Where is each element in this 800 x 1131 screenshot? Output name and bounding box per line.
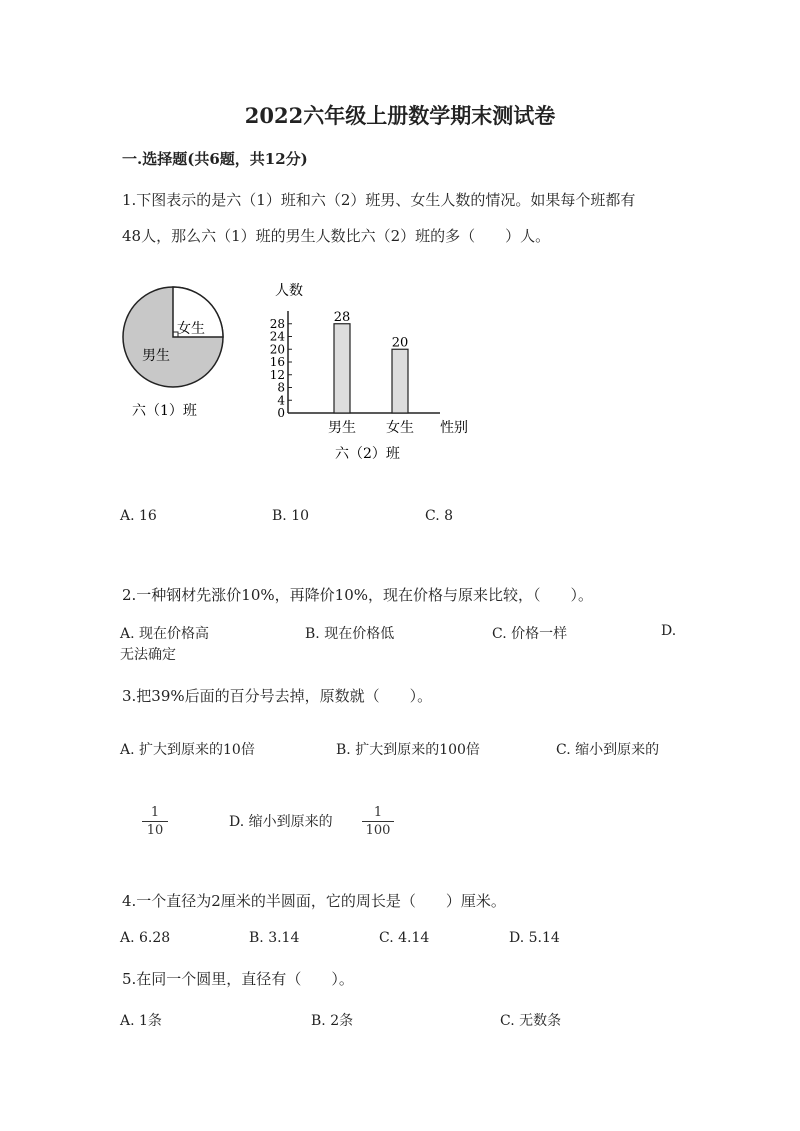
question-1-line-2: 48人，那么六（1）班的男生人数比六（2）班的多（ ）人。	[122, 227, 551, 245]
question-1-figure	[110, 275, 490, 470]
pie-label-boys: 男生	[142, 348, 170, 364]
q3-option-c[interactable]: C. 缩小到原来的	[556, 742, 660, 758]
page-title: 2022六年级上册数学期末测试卷	[244, 103, 556, 128]
question-2: 2.一种钢材先涨价10%，再降价10%，现在价格与原来比较，（ ）。	[122, 586, 593, 604]
q4-option-b[interactable]: B. 3.14	[249, 930, 300, 946]
q2-option-d-continued: 无法确定	[120, 647, 176, 663]
q4-option-a[interactable]: A. 6.28	[120, 930, 171, 946]
bar-data-label: 20	[391, 335, 409, 351]
y-tick-label: 28	[269, 316, 285, 331]
y-tick-label: 16	[269, 355, 285, 369]
x-axis-label: 性别	[440, 420, 468, 436]
q5-option-c[interactable]: C. 无数条	[500, 1013, 562, 1029]
bar	[334, 324, 350, 413]
q3-option-a[interactable]: A. 扩大到原来的10倍	[120, 742, 255, 758]
q2-option-a[interactable]: A. 现在价格高	[120, 626, 210, 642]
q1-option-c[interactable]: C. 8	[425, 508, 454, 524]
bar	[392, 349, 408, 413]
q3-option-c-fraction	[142, 804, 168, 840]
q3-option-d-fraction	[362, 804, 394, 840]
fraction-denominator: 100	[365, 823, 391, 838]
y-tick-label: 24	[269, 329, 285, 344]
question-3: 3.把39%后面的百分号去掉，原数就（ ）。	[122, 687, 433, 705]
q3-option-b[interactable]: B. 扩大到原来的100倍	[336, 742, 480, 758]
pie-label-girls: 女生	[177, 321, 205, 337]
fraction-numerator: 1	[142, 804, 168, 822]
q2-option-c[interactable]: C. 价格一样	[492, 626, 568, 642]
fraction-numerator: 1	[362, 804, 394, 822]
q1-option-b[interactable]: B. 10	[272, 508, 310, 524]
q4-option-d[interactable]: D. 5.14	[509, 930, 560, 946]
bar-chart	[270, 282, 468, 462]
section-heading: 一.选择题(共6题，共12分)	[122, 150, 308, 168]
q4-option-c[interactable]: C. 4.14	[379, 930, 430, 946]
q2-option-b[interactable]: B. 现在价格低	[305, 626, 395, 642]
question-1-line-1: 1.下图表示的是六（1）班和六（2）班男、女生人数的情况。如果每个班都有	[122, 191, 636, 209]
bar-data-label: 28	[333, 309, 351, 325]
pie-caption: 六（1）班	[132, 403, 197, 419]
y-tick-label: 4	[277, 393, 285, 408]
x-category-label: 女生	[386, 420, 414, 436]
y-tick-label: 0	[277, 406, 285, 420]
fraction-denominator: 10	[146, 823, 164, 838]
y-tick-label: 8	[277, 380, 285, 395]
y-axis-label: 人数	[275, 283, 303, 299]
q2-option-d[interactable]: D.	[661, 623, 677, 639]
question-4: 4.一个直径为2厘米的半圆面，它的周长是（ ）厘米。	[122, 892, 506, 910]
pie-chart	[123, 287, 223, 419]
q5-option-a[interactable]: A. 1条	[120, 1013, 162, 1029]
q5-option-b[interactable]: B. 2条	[311, 1013, 354, 1029]
x-category-label: 男生	[328, 420, 356, 436]
y-tick-label: 12	[269, 367, 285, 382]
q3-option-d[interactable]: D. 缩小到原来的	[229, 814, 333, 830]
q1-option-a[interactable]: A. 16	[120, 508, 157, 524]
question-5: 5.在同一个圆里，直径有（ ）。	[122, 970, 354, 988]
chart-title: 六（2）班	[335, 446, 400, 462]
y-tick-label: 20	[269, 342, 285, 357]
